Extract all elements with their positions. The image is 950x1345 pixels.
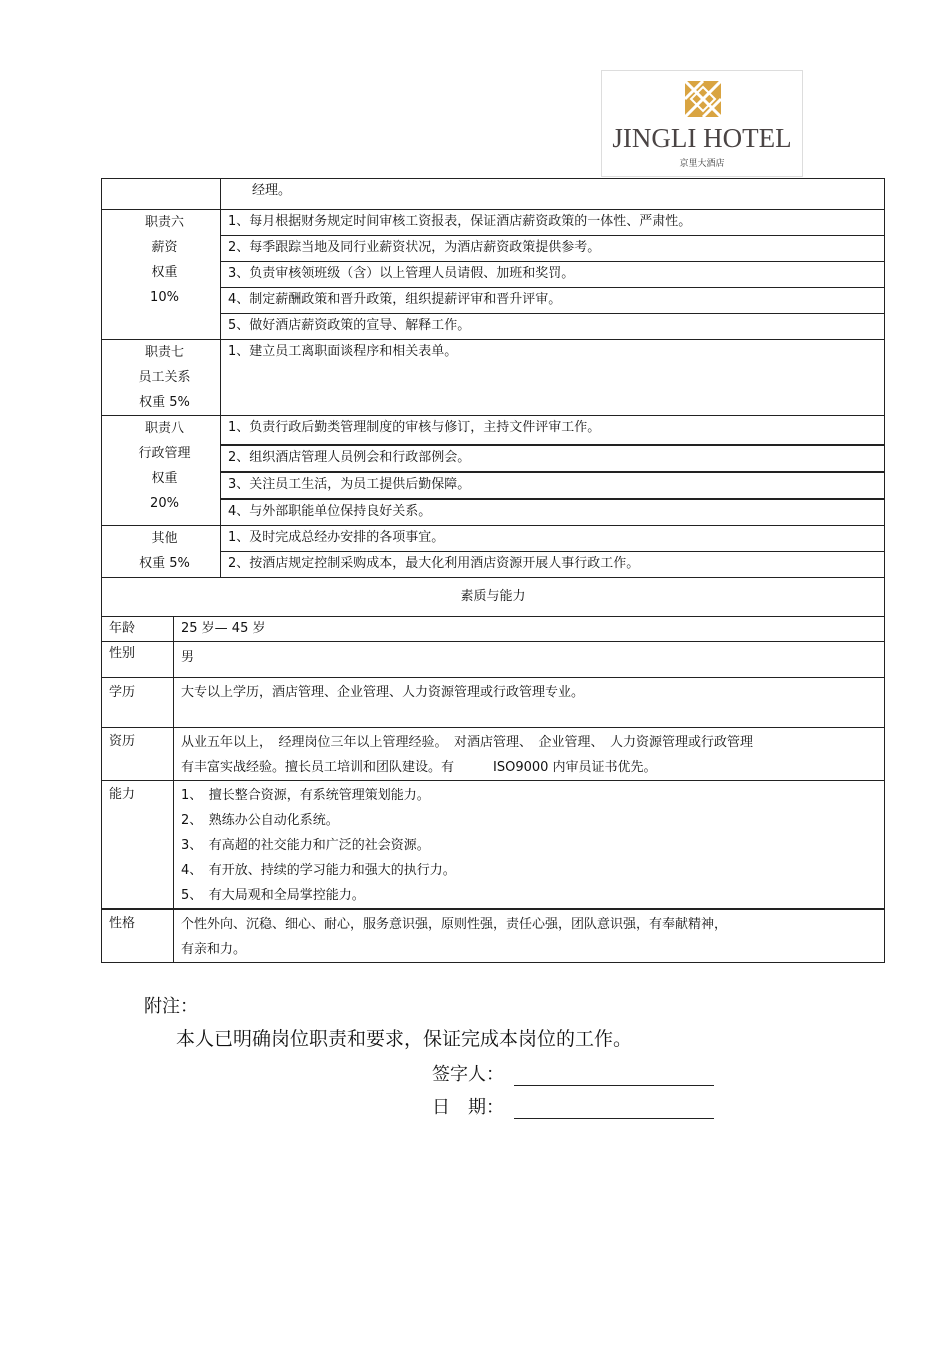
hotel-logo	[601, 70, 803, 177]
duty-item: 1、建立员工离职面谈程序和相关表单。	[221, 340, 885, 416]
education-value: 大专以上学历，酒店管理、企业管理、人力资源管理或行政管理专业。	[174, 678, 885, 728]
duty-item: 2、每季跟踪当地及同行业薪资状况，为酒店薪资政策提供参考。	[221, 236, 885, 262]
signer-label: 签字人：	[432, 1064, 504, 1085]
age-value: 25 岁— 45 岁	[174, 617, 885, 642]
field-label: 性别	[102, 642, 174, 678]
gender-value: 男	[174, 642, 885, 678]
field-label: 能力	[102, 781, 174, 910]
duty-item: 1、负责行政后勤类管理制度的审核与修订，主持文件评审工作。	[221, 416, 885, 445]
job-description-table	[101, 178, 885, 963]
signer-row	[432, 1060, 714, 1086]
label-cell-empty	[102, 179, 221, 210]
personality-value: 个性外向、沉稳、细心、耐心，服务意识强，原则性强，责任心强，团队意识强，有奉献精神， 有亲和力。	[174, 909, 885, 963]
note-label: 附注：	[144, 996, 198, 1017]
duty-label: 职责八 行政管理 权重 20%	[102, 416, 221, 526]
promise-text: 本人已明确岗位职责和要求，保证完成本岗位的工作。	[176, 1028, 633, 1050]
duty-item: 5、做好酒店薪资政策的宣导、解释工作。	[221, 314, 885, 340]
date-row	[432, 1093, 714, 1119]
duty-item: 3、负责审核领班级（含）以上管理人员请假、加班和奖罚。	[221, 262, 885, 288]
experience-value: 从业五年以上， 经理岗位三年以上管理经验。 对酒店管理、 企业管理、 人力资源管理或行政管理 有丰富实战经验。擅长员工培训和团队建设。有 ISO9000 内审员证书优先。	[174, 728, 885, 781]
duty-item: 4、与外部职能单位保持良好关系。	[221, 499, 885, 526]
continued-text: 经理。	[221, 179, 885, 210]
duty-label: 其他 权重 5%	[102, 526, 221, 578]
duty-label: 职责七 员工关系 权重 5%	[102, 340, 221, 416]
date-label: 日 期：	[432, 1097, 504, 1118]
duty-item: 2、按酒店规定控制采购成本，最大化利用酒店资源开展人事行政工作。	[221, 552, 885, 578]
ability-value: 1、 擅长整合资源，有系统管理策划能力。 2、 熟练办公自动化系统。 3、 有高超的社交能力和广泛的社会资源。 4、 有开放、持续的学习能力和强大的执行力。 5、 有大局观和全局掌控能力。	[174, 781, 885, 910]
date-line	[514, 1100, 714, 1119]
duty-item: 2、组织酒店管理人员例会和行政部例会。	[221, 445, 885, 472]
field-label: 学历	[102, 678, 174, 728]
signer-line	[514, 1067, 714, 1086]
logo-emblem-icon	[685, 81, 721, 117]
duty-item: 3、关注员工生活，为员工提供后勤保障。	[221, 472, 885, 499]
logo-chinese-text: 京里大酒店	[679, 159, 725, 169]
field-label: 资历	[102, 728, 174, 781]
field-label: 年龄	[102, 617, 174, 642]
duty-item: 1、每月根据财务规定时间审核工资报表，保证酒店薪资政策的一体性、严肃性。	[221, 210, 885, 236]
duty-item: 4、制定薪酬政策和晋升政策，组织提薪评审和晋升评审。	[221, 288, 885, 314]
duty-label: 职责六 薪资 权重 10%	[102, 210, 221, 340]
duty-item: 1、及时完成总经办安排的各项事宜。	[221, 526, 885, 552]
logo-brand-text: JINGLI HOTEL	[612, 123, 792, 153]
section-heading: 素质与能力	[102, 578, 885, 617]
field-label: 性格	[102, 909, 174, 963]
